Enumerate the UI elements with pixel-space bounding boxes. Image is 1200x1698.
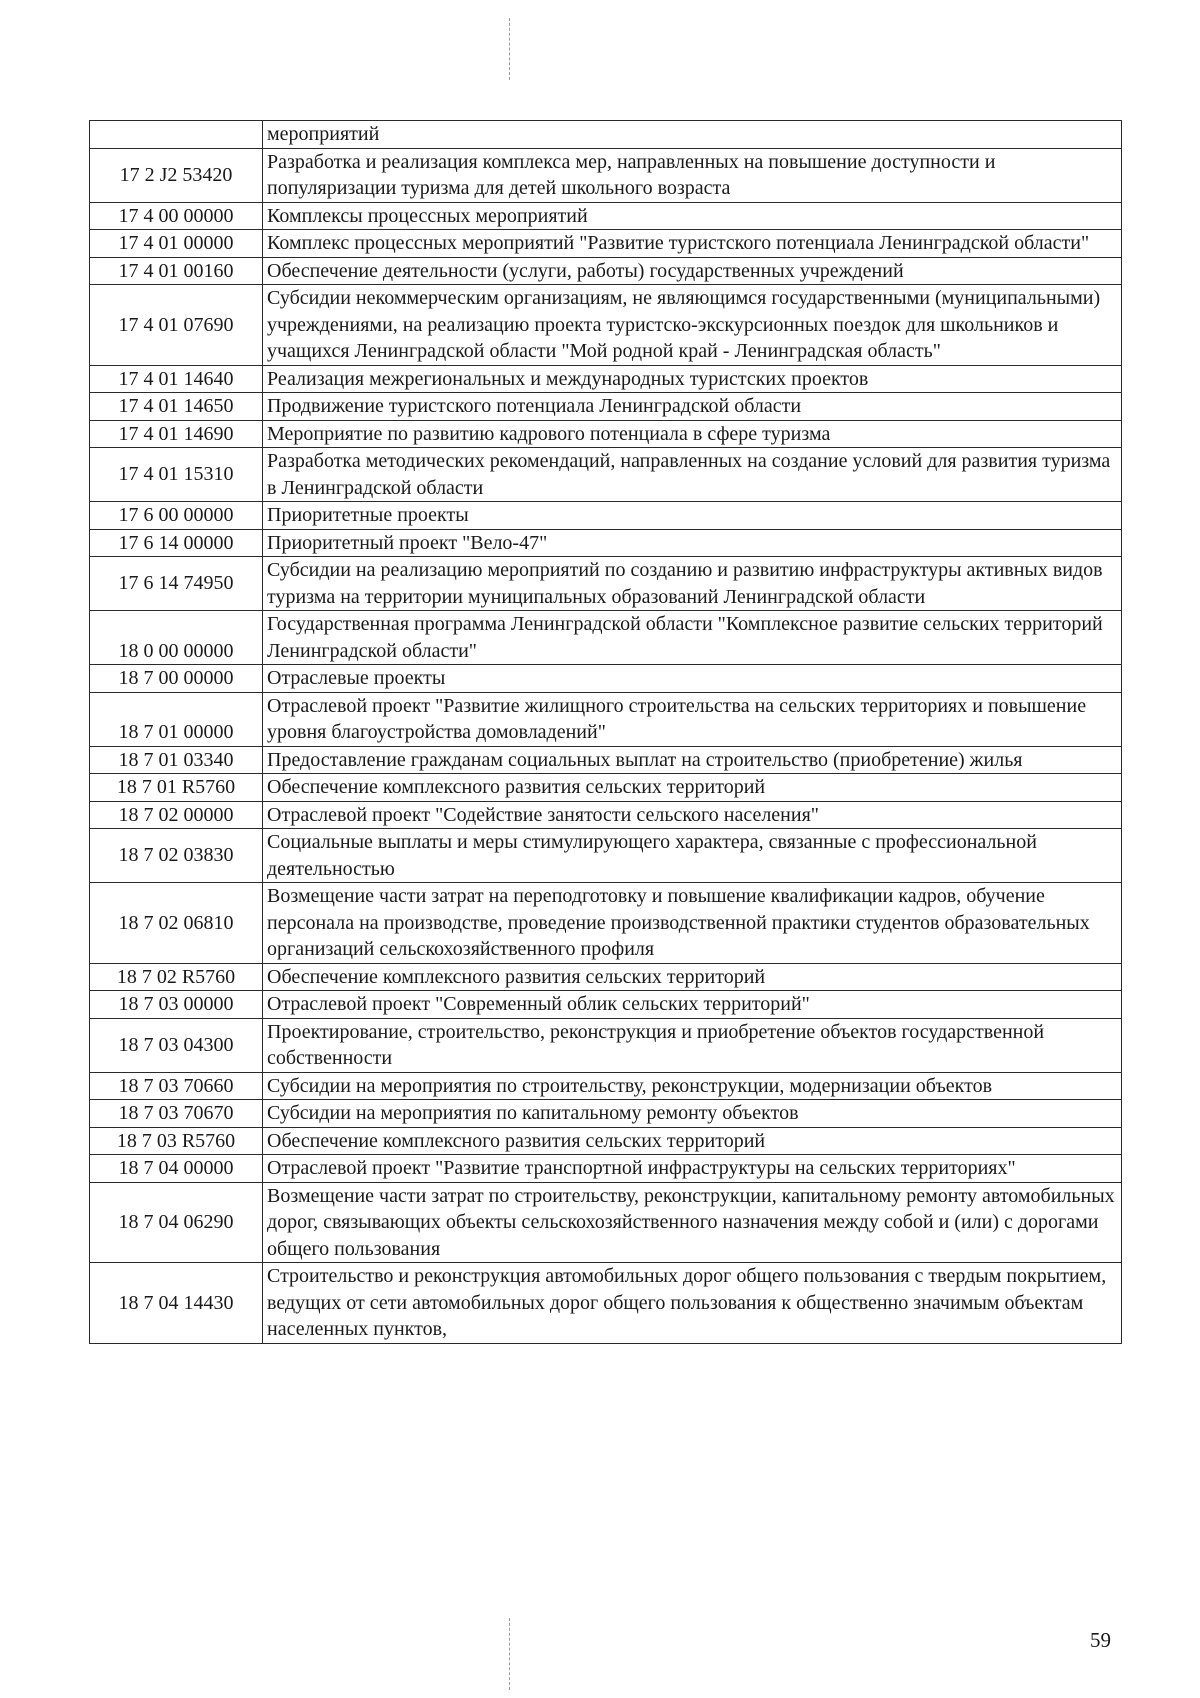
table-row — [90, 1127, 1122, 1155]
row-description: Отраслевой проект "Содействие занятости сельского населения" — [263, 801, 1122, 829]
row-description: Субсидии на мероприятия по строительству, реконструкции, модернизации объектов — [263, 1072, 1122, 1100]
row-code: 17 6 14 00000 — [90, 529, 263, 557]
row-description: Обеспечение деятельности (услуги, работы) государственных учреждений — [263, 257, 1122, 285]
row-code: 17 4 01 00000 — [90, 230, 263, 258]
table-row — [90, 202, 1122, 230]
table-row — [90, 1018, 1122, 1072]
table-row — [90, 611, 1122, 665]
row-code: 18 7 02 06810 — [90, 883, 263, 964]
row-description: Социальные выплаты и меры стимулирующего характера, связанные с профессиональной деятельностью — [263, 829, 1122, 883]
row-code: 18 7 02 R5760 — [90, 963, 263, 991]
row-description: Строительство и реконструкция автомобильных дорог общего пользования с твердым покрытием, ведущих от сети автомобильных дорог общего пользования к общественно значимым объектам населенных пунктов, — [263, 1263, 1122, 1344]
row-code: 17 4 01 00160 — [90, 257, 263, 285]
page-number: 59 — [1090, 1628, 1111, 1652]
row-code: 18 7 04 00000 — [90, 1155, 263, 1183]
row-description: Приоритетный проект "Вело-47" — [263, 529, 1122, 557]
row-description: Мероприятие по развитию кадрового потенциала в сфере туризма — [263, 420, 1122, 448]
row-description: Комплексы процессных мероприятий — [263, 202, 1122, 230]
row-code: 18 7 03 R5760 — [90, 1127, 263, 1155]
table-row — [90, 448, 1122, 502]
table-row — [90, 557, 1122, 611]
table-row — [90, 230, 1122, 258]
row-code: 17 6 14 74950 — [90, 557, 263, 611]
row-code: 17 4 01 07690 — [90, 285, 263, 366]
table-row — [90, 393, 1122, 421]
row-code: 17 4 01 14650 — [90, 393, 263, 421]
row-code: 17 2 J2 53420 — [90, 148, 263, 202]
row-code: 18 7 00 00000 — [90, 665, 263, 693]
row-code: 18 7 03 70670 — [90, 1100, 263, 1128]
table-row — [90, 121, 1122, 149]
row-code: 18 7 04 06290 — [90, 1182, 263, 1263]
row-description: Комплекс процессных мероприятий "Развитие туристского потенциала Ленинградской области" — [263, 230, 1122, 258]
fold-mark-top — [509, 18, 510, 80]
row-code: 17 4 00 00000 — [90, 202, 263, 230]
row-code: 18 7 01 R5760 — [90, 774, 263, 802]
table-row — [90, 774, 1122, 802]
row-code: 18 7 04 14430 — [90, 1263, 263, 1344]
table-row — [90, 991, 1122, 1019]
row-description: мероприятий — [263, 121, 1122, 149]
row-code: 18 7 03 04300 — [90, 1018, 263, 1072]
row-code: 18 7 01 03340 — [90, 746, 263, 774]
row-code: 18 7 03 00000 — [90, 991, 263, 1019]
row-code — [90, 121, 263, 149]
table-row — [90, 285, 1122, 366]
table-row — [90, 963, 1122, 991]
row-description: Отраслевой проект "Развитие жилищного строительства на сельских территориях и повышение уровня благоустройства домовладений" — [263, 692, 1122, 746]
row-code: 18 0 00 00000 — [90, 611, 263, 665]
table-row — [90, 420, 1122, 448]
row-description: Обеспечение комплексного развития сельских территорий — [263, 1127, 1122, 1155]
table-row — [90, 148, 1122, 202]
row-description: Обеспечение комплексного развития сельских территорий — [263, 963, 1122, 991]
row-description: Государственная программа Ленинградской области "Комплексное развитие сельских территорий Ленинградской области" — [263, 611, 1122, 665]
table-row — [90, 1155, 1122, 1183]
row-code: 18 7 01 00000 — [90, 692, 263, 746]
table-row — [90, 801, 1122, 829]
row-code: 17 6 00 00000 — [90, 502, 263, 530]
row-description: Отраслевой проект "Развитие транспортной инфраструктуры на сельских территориях" — [263, 1155, 1122, 1183]
table-row — [90, 1182, 1122, 1263]
table-row — [90, 365, 1122, 393]
row-code: 18 7 02 03830 — [90, 829, 263, 883]
row-description: Предоставление гражданам социальных выплат на строительство (приобретение) жилья — [263, 746, 1122, 774]
row-code: 18 7 03 70660 — [90, 1072, 263, 1100]
table-row — [90, 502, 1122, 530]
table-row — [90, 1263, 1122, 1344]
row-description: Отраслевые проекты — [263, 665, 1122, 693]
row-description: Продвижение туристского потенциала Ленинградской области — [263, 393, 1122, 421]
row-description: Разработка методических рекомендаций, направленных на создание условий для развития туризма в Ленинградской области — [263, 448, 1122, 502]
row-description: Разработка и реализация комплекса мер, направленных на повышение доступности и популяризации туризма для детей школьного возраста — [263, 148, 1122, 202]
table-row — [90, 746, 1122, 774]
row-description: Возмещение части затрат на переподготовку и повышение квалификации кадров, обучение персонала на производстве, проведение производственной практики студентов образовательных организаций сельскохозяйственного профиля — [263, 883, 1122, 964]
row-code: 17 4 01 15310 — [90, 448, 263, 502]
table-row — [90, 257, 1122, 285]
table-row — [90, 529, 1122, 557]
row-description: Возмещение части затрат по строительству, реконструкции, капитальному ремонту автомобильных дорог, связывающих объекты сельскохозяйственного назначения между собой и (или) с дорогами общего пользования — [263, 1182, 1122, 1263]
row-description: Обеспечение комплексного развития сельских территорий — [263, 774, 1122, 802]
row-description: Субсидии на мероприятия по капитальному ремонту объектов — [263, 1100, 1122, 1128]
table-row — [90, 692, 1122, 746]
table-row — [90, 1100, 1122, 1128]
row-description: Приоритетные проекты — [263, 502, 1122, 530]
row-description: Проектирование, строительство, реконструкция и приобретение объектов государственной собственности — [263, 1018, 1122, 1072]
table-row — [90, 1072, 1122, 1100]
table-row — [90, 829, 1122, 883]
row-description: Субсидии некоммерческим организациям, не являющимся государственными (муниципальными) учреждениями, на реализацию проекта туристско-экскурсионных поездок для школьников и учащихся Ленинградской области "Мой родной край - Ленинградская область" — [263, 285, 1122, 366]
table-row — [90, 883, 1122, 964]
fold-mark-bottom — [509, 1618, 510, 1690]
row-code: 18 7 02 00000 — [90, 801, 263, 829]
table-row — [90, 665, 1122, 693]
row-code: 17 4 01 14690 — [90, 420, 263, 448]
budget-code-table — [89, 120, 1122, 1344]
row-description: Отраслевой проект "Современный облик сельских территорий" — [263, 991, 1122, 1019]
table-body — [90, 121, 1122, 1344]
row-description: Реализация межрегиональных и международных туристских проектов — [263, 365, 1122, 393]
row-description: Субсидии на реализацию мероприятий по созданию и развитию инфраструктуры активных видов туризма на территории муниципальных образований Ленинградской области — [263, 557, 1122, 611]
row-code: 17 4 01 14640 — [90, 365, 263, 393]
